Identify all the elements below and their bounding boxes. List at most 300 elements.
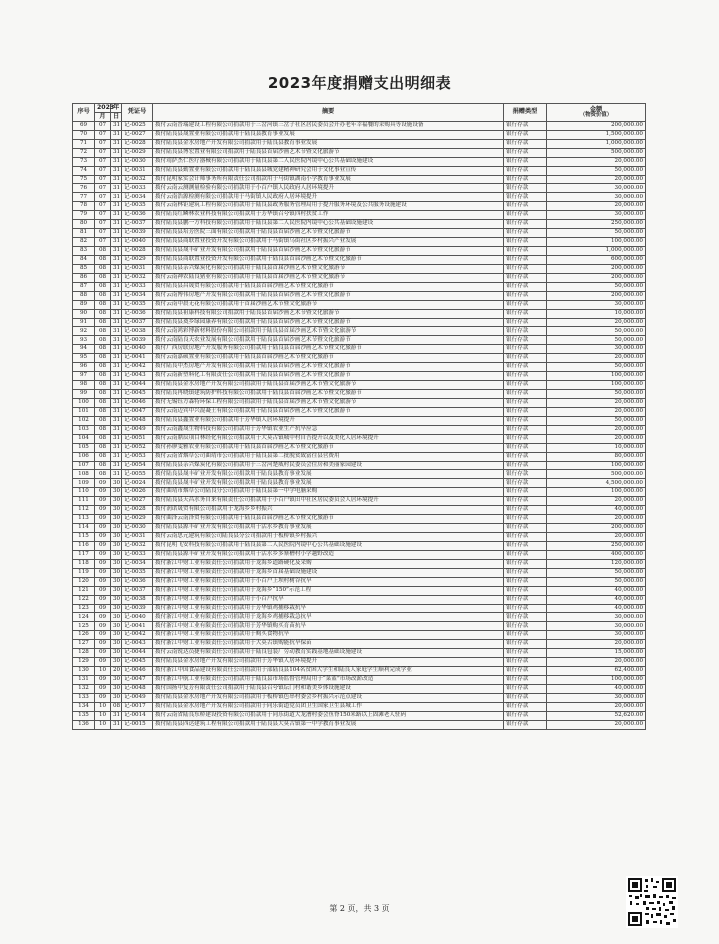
header-year-unit: 年: [111, 104, 122, 113]
cell-month: 09: [95, 622, 111, 631]
cell-amount: 20,000.00: [547, 175, 646, 184]
cell-amount: 30,000.00: [547, 184, 646, 193]
cell-type: 银行存款: [504, 264, 547, 273]
table-row: [73, 264, 646, 273]
cell-month: 09: [95, 515, 111, 524]
cell-summary: 拨付陆良县昌晟贸有限公司捐款用于陆良县首届沙画艺术节暨文化旅游节: [153, 282, 504, 291]
cell-day: 31: [111, 398, 122, 407]
cell-seq: 116: [73, 541, 95, 550]
cell-amount: 200,000.00: [547, 524, 646, 533]
cell-amount: 250,000.00: [547, 541, 646, 550]
cell-type: 银行存款: [504, 354, 547, 363]
cell-month: 07: [95, 238, 111, 247]
cell-summary: 拨付陆良县亲兴煤炭化有限公司捐款用于三岔河楚威村民委员会住房和美丽家园建设: [153, 461, 504, 470]
cell-day: 31: [111, 336, 122, 345]
cell-amount: 50,000.00: [547, 390, 646, 399]
cell-month: 07: [95, 202, 111, 211]
cell-type: 银行存款: [504, 702, 547, 711]
cell-type: 银行存款: [504, 577, 547, 586]
table-row: [73, 229, 646, 238]
cell-type: 银行存款: [504, 658, 547, 667]
cell-summary: 拨付陆良县勤置业有限公司捐款用于陆良县县城党建精神研究会用于文化事业宣传: [153, 166, 504, 175]
table-row: [73, 193, 646, 202]
cell-summary: 拨付国扬中复芳有限责任公司捐款用于陆良县召夸镇坛门村和谐美乡体设施建设: [153, 684, 504, 693]
cell-summary: 拨付广西房联房地产开发服务有限公司捐款用于陆良县首届沙画艺术节暨文化旅游节: [153, 345, 504, 354]
cell-seq: 80: [73, 220, 95, 229]
cell-summary: 拨付陆良县培芳医院三面有限公司捐款用于陆良县首届沙画艺术节暨文化旅游节: [153, 229, 504, 238]
cell-seq: 109: [73, 479, 95, 488]
cell-seq: 135: [73, 711, 95, 720]
cell-month: 07: [95, 121, 111, 130]
cell-summary: 拨付陆良县金水房地产开发有限公司捐款用于板桥镇色串村委会乡村振兴示范点建设: [153, 693, 504, 702]
cell-amount: 30,000.00: [547, 622, 646, 631]
cell-voucher: 记-0027: [122, 130, 153, 139]
cell-voucher: 记-0038: [122, 327, 153, 336]
cell-day: 30: [111, 550, 122, 559]
header-day: 日: [111, 112, 122, 121]
table-row: [73, 524, 646, 533]
cell-month: 08: [95, 443, 111, 452]
cell-day: 30: [111, 515, 122, 524]
cell-seq: 130: [73, 667, 95, 676]
table-row: [73, 631, 646, 640]
table-row: [73, 452, 646, 461]
cell-seq: 81: [73, 229, 95, 238]
table-row: [73, 684, 646, 693]
table-row: [73, 622, 646, 631]
cell-month: 07: [95, 130, 111, 139]
cell-type: 银行存款: [504, 211, 547, 220]
cell-voucher: 记-0039: [122, 229, 153, 238]
cell-seq: 134: [73, 702, 95, 711]
table-row: [73, 443, 646, 452]
cell-seq: 70: [73, 130, 95, 139]
cell-type: 银行存款: [504, 640, 547, 649]
cell-amount: 4,500,000.00: [547, 479, 646, 488]
header-year: 2023: [95, 104, 111, 113]
cell-seq: 112: [73, 506, 95, 515]
cell-summary: 拨付陆良县商联置业投资开发有限公司捐款用于陆良县首届沙画艺术节暨文化旅游节: [153, 255, 504, 264]
table-row: [73, 541, 646, 550]
cell-type: 银行存款: [504, 291, 547, 300]
cell-day: 08: [111, 702, 122, 711]
cell-seq: 136: [73, 720, 95, 729]
table-row: [73, 398, 646, 407]
cell-day: 31: [111, 711, 122, 720]
cell-amount: 500,000.00: [547, 470, 646, 479]
cell-seq: 98: [73, 381, 95, 390]
cell-summary: 拨付陆良县亲兴煤炭化有限公司捐款用于陆良县首届沙画艺术节暨文化旅游节: [153, 264, 504, 273]
cell-month: 08: [95, 407, 111, 416]
cell-amount: 20,000.00: [547, 434, 646, 443]
cell-type: 银行存款: [504, 139, 547, 148]
cell-day: 31: [111, 291, 122, 300]
cell-seq: 82: [73, 238, 95, 247]
cell-voucher: 记-0043: [122, 640, 153, 649]
cell-month: 09: [95, 684, 111, 693]
cell-amount: 20,000.00: [547, 640, 646, 649]
cell-amount: 250,000.00: [547, 220, 646, 229]
table-row: [73, 238, 646, 247]
table-row: [73, 139, 646, 148]
cell-voucher: 记-0053: [122, 452, 153, 461]
cell-type: 银行存款: [504, 470, 547, 479]
table-row: [73, 595, 646, 604]
cell-summary: 拨付无锡钰方森特环保工程有限公司捐款用于陆良县首届沙画艺术节暨文化旅游节: [153, 398, 504, 407]
table-row: [73, 336, 646, 345]
cell-type: 银行存款: [504, 425, 547, 434]
cell-amount: 40,000.00: [547, 586, 646, 595]
cell-type: 银行存款: [504, 202, 547, 211]
table-row: [73, 577, 646, 586]
cell-summary: 拨付云南陆良天农业发展有限公司捐款用于陆良县首届沙画艺术节暨文化旅游节: [153, 336, 504, 345]
cell-month: 08: [95, 273, 111, 282]
cell-amount: 1,500,000.00: [547, 130, 646, 139]
cell-type: 银行存款: [504, 443, 547, 452]
cell-voucher: 记-0028: [122, 247, 153, 256]
cell-day: 30: [111, 488, 122, 497]
cell-seq: 105: [73, 443, 95, 452]
cell-day: 30: [111, 613, 122, 622]
qr-code-icon: [626, 876, 678, 928]
cell-month: 09: [95, 658, 111, 667]
cell-seq: 92: [73, 327, 95, 336]
page-footer: 第 2 页，共 3 页: [329, 904, 390, 913]
cell-amount: 100,000.00: [547, 372, 646, 381]
cell-type: 银行存款: [504, 595, 547, 604]
cell-voucher: 记-0031: [122, 264, 153, 273]
cell-seq: 97: [73, 372, 95, 381]
cell-amount: 200,000.00: [547, 291, 646, 300]
cell-summary: 拨付曲泽云南泽贸有限公司捐款用于陆良县首届沙画艺术节暨文化旅游节: [153, 515, 504, 524]
cell-type: 银行存款: [504, 255, 547, 264]
cell-day: 31: [111, 211, 122, 220]
cell-type: 银行存款: [504, 273, 547, 282]
cell-summary: 拨付云南神农陆良猪业有限公司捐款用于陆良县首届沙画艺术节暨文化旅游节: [153, 273, 504, 282]
cell-month: 08: [95, 416, 111, 425]
cell-seq: 89: [73, 300, 95, 309]
cell-seq: 71: [73, 139, 95, 148]
cell-seq: 131: [73, 676, 95, 685]
cell-day: 30: [111, 631, 122, 640]
cell-type: 银行存款: [504, 515, 547, 524]
cell-summary: 拨付曲靖市烟草公司陆良分公司捐款用于陆良县第一中学电脑采购: [153, 488, 504, 497]
cell-voucher: 记-0025: [122, 121, 153, 130]
cell-summary: 拨付浙江中财工业有限责任公司捐款用于购买食物抗旱: [153, 631, 504, 640]
cell-month: 07: [95, 220, 111, 229]
cell-day: 30: [111, 497, 122, 506]
cell-seq: 110: [73, 488, 95, 497]
cell-month: 08: [95, 318, 111, 327]
cell-voucher: 记-0033: [122, 184, 153, 193]
table-row: [73, 434, 646, 443]
cell-summary: 拨付云南鑫晟生物科技有限公司捐款用于芳华镇农业生产抗旱应急: [153, 425, 504, 434]
cell-amount: 20,000.00: [547, 425, 646, 434]
table-row: [73, 202, 646, 211]
cell-day: 30: [111, 568, 122, 577]
cell-day: 20: [111, 667, 122, 676]
cell-amount: 200,000.00: [547, 264, 646, 273]
cell-day: 30: [111, 533, 122, 542]
cell-seq: 103: [73, 425, 95, 434]
cell-seq: 69: [73, 121, 95, 130]
cell-day: 31: [111, 372, 122, 381]
cell-voucher: 记-0042: [122, 631, 153, 640]
cell-type: 银行存款: [504, 622, 547, 631]
cell-day: 31: [111, 238, 122, 247]
table-row: [73, 291, 646, 300]
cell-amount: 10,000.00: [547, 443, 646, 452]
cell-month: 07: [95, 229, 111, 238]
cell-summary: 拨付陆良县四达建筑工程有限公司捐款用于陆良县大莫古镇第一中学教育事业发展: [153, 720, 504, 729]
cell-type: 银行存款: [504, 220, 547, 229]
cell-type: 银行存款: [504, 497, 547, 506]
cell-voucher: 记-0015: [122, 720, 153, 729]
cell-voucher: 记-0043: [122, 372, 153, 381]
cell-type: 银行存款: [504, 568, 547, 577]
cell-month: 07: [95, 157, 111, 166]
cell-day: 31: [111, 273, 122, 282]
cell-month: 09: [95, 595, 111, 604]
cell-voucher: 记-0029: [122, 148, 153, 157]
cell-type: 银行存款: [504, 452, 547, 461]
cell-summary: 拨付云南省烟草公司曲靖市公司捐款用于陆良县第二批脱贫致富往县营费用: [153, 452, 504, 461]
cell-month: 08: [95, 398, 111, 407]
cell-summary: 拨付润诺晟贸有限公司捐款用于龙海乡乡村振兴: [153, 506, 504, 515]
cell-day: 30: [111, 649, 122, 658]
table-row: [73, 390, 646, 399]
header-seq: 序号: [73, 104, 95, 122]
cell-day: 31: [111, 309, 122, 318]
cell-day: 30: [111, 658, 122, 667]
cell-amount: 15,000.00: [547, 649, 646, 658]
cell-day: 31: [111, 470, 122, 479]
table-row: [73, 381, 646, 390]
cell-type: 银行存款: [504, 175, 547, 184]
cell-amount: 50,000.00: [547, 577, 646, 586]
table-row: [73, 533, 646, 542]
cell-day: 31: [111, 166, 122, 175]
cell-month: 09: [95, 631, 111, 640]
table-row: [73, 479, 646, 488]
cell-month: 09: [95, 577, 111, 586]
table-row: [73, 327, 646, 336]
cell-month: 07: [95, 193, 111, 202]
cell-month: 08: [95, 255, 111, 264]
table-row: [73, 372, 646, 381]
cell-voucher: 记-0047: [122, 407, 153, 416]
cell-voucher: 记-0040: [122, 613, 153, 622]
cell-month: 09: [95, 559, 111, 568]
cell-seq: 88: [73, 291, 95, 300]
cell-voucher: 记-0052: [122, 443, 153, 452]
cell-day: 30: [111, 524, 122, 533]
cell-day: 31: [111, 130, 122, 139]
cell-seq: 95: [73, 354, 95, 363]
table-row: [73, 184, 646, 193]
cell-month: 09: [95, 693, 111, 702]
cell-day: 31: [111, 193, 122, 202]
cell-month: 08: [95, 309, 111, 318]
cell-summary: 拨付陆良县晟丰矿业开发有限公司捐款用于陆良县教育事业发展: [153, 479, 504, 488]
cell-month: 07: [95, 148, 111, 157]
cell-amount: 600,000.00: [547, 255, 646, 264]
cell-seq: 84: [73, 255, 95, 264]
header-month: 月: [95, 112, 111, 121]
cell-month: 07: [95, 211, 111, 220]
cell-month: 08: [95, 327, 111, 336]
cell-seq: 77: [73, 193, 95, 202]
cell-day: 30: [111, 684, 122, 693]
cell-summary: 拨付云南林钜建筑工程有限公司捐款用于陆良县政务服务管理局用于提升服务环境及公共服务设施建设: [153, 202, 504, 211]
cell-amount: 40,000.00: [547, 684, 646, 693]
cell-summary: 拨付孙廖雯雅农业有限公司捐款用于陆良县首届沙画艺术节暨文化旅游节: [153, 443, 504, 452]
cell-type: 银行存款: [504, 649, 547, 658]
cell-type: 银行存款: [504, 711, 547, 720]
cell-summary: 拨付陆良县金水房地产开发有限公司捐款用于陆良县首届沙画艺术节暨文化旅游节: [153, 381, 504, 390]
cell-summary: 拨付浙江中财工业有限责任公司捐款用于小百户上坝村树谷抗旱: [153, 577, 504, 586]
cell-voucher: 记-0046: [122, 667, 153, 676]
table-row: [73, 318, 646, 327]
cell-seq: 74: [73, 166, 95, 175]
cell-month: 07: [95, 175, 111, 184]
cell-summary: 拨付云南晋瑞建设工程有限公司捐款用于三岔河镇三岔子社区居民委员会开办老年幸福餐的采购具等设施设备: [153, 121, 504, 130]
cell-type: 银行存款: [504, 613, 547, 622]
cell-amount: 200,000.00: [547, 121, 646, 130]
cell-day: 30: [111, 622, 122, 631]
cell-month: 08: [95, 470, 111, 479]
cell-amount: 100,000.00: [547, 461, 646, 470]
cell-month: 08: [95, 345, 111, 354]
cell-amount: 20,000.00: [547, 658, 646, 667]
cell-type: 银行存款: [504, 363, 547, 372]
cell-month: 09: [95, 497, 111, 506]
cell-summary: 拨付云南嘉硕置业有限公司捐款用于陆良县首届沙画艺术节暨文化旅游节: [153, 354, 504, 363]
cell-summary: 拨付浙江中财工业有限责任公司捐款用于大莫古镇购能抗旱保苗: [153, 640, 504, 649]
cell-day: 31: [111, 157, 122, 166]
cell-seq: 120: [73, 577, 95, 586]
table-row: [73, 247, 646, 256]
cell-type: 银行存款: [504, 479, 547, 488]
cell-type: 银行存款: [504, 157, 547, 166]
cell-amount: 1,000,000.00: [547, 247, 646, 256]
cell-month: 09: [95, 676, 111, 685]
cell-type: 银行存款: [504, 559, 547, 568]
cell-day: 30: [111, 640, 122, 649]
cell-voucher: 记-0041: [122, 622, 153, 631]
cell-voucher: 记-0039: [122, 604, 153, 613]
table-row: [73, 649, 646, 658]
cell-type: 银行存款: [504, 604, 547, 613]
cell-type: 银行存款: [504, 586, 547, 595]
cell-seq: 113: [73, 515, 95, 524]
cell-seq: 100: [73, 398, 95, 407]
cell-month: 07: [95, 139, 111, 148]
cell-summary: 拨付陆良县源丰矿业开发有限公司捐款用于活水乡教育事业发展: [153, 524, 504, 533]
table-row: [73, 255, 646, 264]
table-row: [73, 166, 646, 175]
cell-amount: 62,400.00: [547, 667, 646, 676]
table-row: [73, 461, 646, 470]
cell-summary: 拨付陆良县商联置业投资开发有限公司捐款用于马街镇乌街社区乡村振兴产业发展: [153, 238, 504, 247]
cell-amount: 20,000.00: [547, 702, 646, 711]
cell-voucher: 记-0031: [122, 533, 153, 542]
cell-seq: 99: [73, 390, 95, 399]
cell-day: 30: [111, 676, 122, 685]
cell-seq: 121: [73, 586, 95, 595]
cell-seq: 126: [73, 631, 95, 640]
cell-amount: 400,000.00: [547, 550, 646, 559]
cell-voucher: 记-0028: [122, 139, 153, 148]
cell-amount: 100,000.00: [547, 238, 646, 247]
cell-month: 08: [95, 372, 111, 381]
cell-amount: 40,000.00: [547, 595, 646, 604]
cell-voucher: 记-0026: [122, 488, 153, 497]
cell-voucher: 记-0037: [122, 318, 153, 327]
cell-day: 31: [111, 184, 122, 193]
cell-type: 银行存款: [504, 247, 547, 256]
table-row: [73, 711, 646, 720]
cell-amount: 40,000.00: [547, 604, 646, 613]
cell-amount: 20,000.00: [547, 407, 646, 416]
cell-amount: 50,000.00: [547, 229, 646, 238]
cell-seq: 106: [73, 452, 95, 461]
cell-amount: 100,000.00: [547, 676, 646, 685]
cell-summary: 拨付陆良县鑫置业有限公司捐款用于芳华镇人居环境提升: [153, 416, 504, 425]
table-row: [73, 488, 646, 497]
cell-voucher: 记-0032: [122, 175, 153, 184]
table-row: [73, 363, 646, 372]
cell-type: 银行存款: [504, 506, 547, 515]
cell-seq: 90: [73, 309, 95, 318]
table-body: [73, 121, 646, 729]
cell-month: 08: [95, 291, 111, 300]
cell-amount: 50,000.00: [547, 568, 646, 577]
cell-month: 08: [95, 336, 111, 345]
table-row: [73, 273, 646, 282]
cell-voucher: 记-0030: [122, 157, 153, 166]
table-row: [73, 586, 646, 595]
table-row: [73, 425, 646, 434]
cell-month: 08: [95, 390, 111, 399]
cell-voucher: 记-0048: [122, 684, 153, 693]
cell-voucher: 记-0037: [122, 220, 153, 229]
cell-seq: 86: [73, 273, 95, 282]
cell-voucher: 记-0036: [122, 577, 153, 586]
cell-seq: 133: [73, 693, 95, 702]
cell-amount: 500,000.00: [547, 148, 646, 157]
cell-day: 31: [111, 720, 122, 729]
cell-seq: 96: [73, 363, 95, 372]
cell-summary: 拨付浙江中财工业有限责任公司捐款用于龙海乡“150”示范工程: [153, 586, 504, 595]
cell-summary: 拨付昆明家实会计师事务所有限责任公司捐款用于马街镇湖南小学教育事业发展: [153, 175, 504, 184]
cell-summary: 拨付浙江中财工业有限责任公司捐款用于龙海乡道路硬化及采购: [153, 559, 504, 568]
cell-amount: 30,000.00: [547, 693, 646, 702]
table-row: [73, 309, 646, 318]
table-row: [73, 693, 646, 702]
cell-summary: 拨付浙江中财工业有限责任公司捐款用于龙海乡鸡捕移栽急抗旱: [153, 613, 504, 622]
cell-day: 31: [111, 461, 122, 470]
cell-day: 31: [111, 363, 122, 372]
cell-month: 08: [95, 452, 111, 461]
cell-seq: 75: [73, 175, 95, 184]
cell-day: 31: [111, 121, 122, 130]
table-row: [73, 282, 646, 291]
cell-amount: 20,000.00: [547, 497, 646, 506]
cell-voucher: 记-0045: [122, 390, 153, 399]
cell-seq: 119: [73, 568, 95, 577]
cell-seq: 122: [73, 595, 95, 604]
